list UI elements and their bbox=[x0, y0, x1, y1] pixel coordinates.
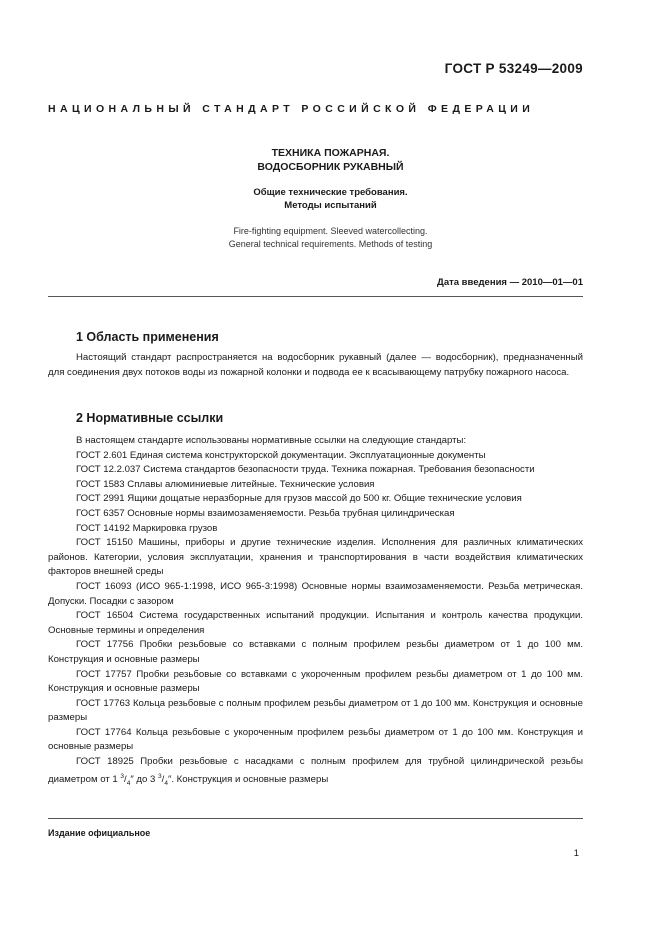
subtitle-line-2: Методы испытаний bbox=[284, 200, 377, 211]
fraction-numerator: 3 bbox=[120, 772, 125, 780]
reference-item: ГОСТ 14192 Маркировка грузов bbox=[76, 522, 218, 534]
reference-text: ″ до 3 bbox=[130, 773, 159, 785]
introduction-date: Дата введения — 2010—01—01 bbox=[437, 277, 583, 288]
reference-item: ГОСТ 2991 Ящики дощатые неразборные для грузов массой до 500 кг. Общие технические условия bbox=[76, 493, 522, 505]
document-subtitle bbox=[48, 186, 613, 212]
section-1-body bbox=[48, 351, 583, 380]
reference-item-last: ГОСТ 18925 Пробки резьбовые с насадками с полным профилем для трубной цилиндрической резьбы диаметром от 1 $^3/_4''$ до 3 $^3/_4''$. Конструкция и основные размеры bbox=[48, 756, 583, 787]
section-1-heading: 1 Область применения bbox=[76, 330, 219, 344]
fraction-denominator: 4 bbox=[164, 779, 168, 787]
reference-item: В настоящем стандарте использованы нормативные ссылки на следующие стандарты: bbox=[76, 435, 467, 446]
english-title-line-2: General technical requirements. Methods of testing bbox=[228, 238, 433, 249]
reference-item: ГОСТ 2.601 Единая система конструкторской документации. Эксплуатационные документы bbox=[76, 449, 486, 461]
title-line-1: ТЕХНИКА ПОЖАРНАЯ. bbox=[271, 147, 390, 159]
title-line-2: ВОДОСБОРНИК РУКАВНЫЙ bbox=[257, 161, 404, 173]
fraction-denominator: 4 bbox=[126, 779, 131, 787]
reference-item: ГОСТ 16504 Система государственных испытаний продукции. Испытания и контроль качества продукции. Основные термины и определения bbox=[48, 610, 583, 636]
reference-item: ГОСТ 12.2.037 Система стандартов безопасности труда. Техника пожарная. Требования безопасности bbox=[76, 464, 535, 476]
official-edition-label: Издание официальное bbox=[48, 828, 151, 838]
reference-item: ГОСТ 1583 Сплавы алюминиевые литейные. Технические условия bbox=[76, 478, 375, 490]
reference-text: ГОСТ 18925 Пробки резьбовые с насадками с полным профилем для трубной цилиндрической резьбы диаметром от 1 bbox=[48, 756, 583, 785]
document-number: ГОСТ Р 53249—2009 bbox=[444, 61, 583, 76]
reference-item: ГОСТ 6357 Основные нормы взаимозаменяемости. Резьба трубная цилиндрическая bbox=[76, 507, 455, 519]
reference-item: ГОСТ 17764 Кольца резьбовые с укороченным профилем резьбы диаметром от 1 до 100 мм. Конструкция и основные размеры bbox=[48, 726, 583, 753]
footer-divider bbox=[48, 818, 583, 819]
document-title bbox=[48, 146, 613, 174]
english-title bbox=[48, 225, 613, 250]
english-title-line-1: Fire-fighting equipment. Sleeved watercollecting. bbox=[233, 226, 428, 236]
reference-item: ГОСТ 17757 Пробки резьбовые со вставками с укороченным профилем резьбы диаметром от 1 до 100 мм. Конструкция и основные размеры bbox=[48, 668, 583, 695]
section-1-paragraph: Настоящий стандарт распространяется на водосборник рукавный (далее — водосборник), предназначенный для соединения двух потоков воды из пожарной колонки и подвода ее к всасывающему патрубку пожарного насоса. bbox=[48, 352, 583, 378]
divider bbox=[48, 296, 583, 297]
national-standard-banner: НАЦИОНАЛЬНЫЙ СТАНДАРТ РОССИЙСКОЙ ФЕДЕРАЦИИ bbox=[48, 103, 535, 115]
reference-item: ГОСТ 15150 Машины, приборы и другие технические изделия. Исполнения для различных климатических районов. Категории, условия эксплуатации, хранения и транспортирования в части воздействия климатических факторов внешней среды bbox=[48, 537, 583, 578]
reference-item: ГОСТ 17763 Кольца резьбовые с полным профилем резьбы диаметром от 1 до 100 мм. Конструкция и основные размеры bbox=[48, 697, 583, 724]
reference-item: ГОСТ 17756 Пробки резьбовые со вставками с полным профилем резьбы диаметром от 1 до 100 мм. Конструкция и основные размеры bbox=[48, 639, 583, 665]
section-2-heading: 2 Нормативные ссылки bbox=[76, 411, 224, 425]
fraction-numerator: 3 bbox=[158, 772, 162, 780]
reference-text: ″. Конструкция и основные размеры bbox=[167, 773, 329, 785]
subtitle-line-1: Общие технические требования. bbox=[253, 187, 408, 198]
page-number: 1 bbox=[573, 848, 579, 859]
reference-item: ГОСТ 16093 (ИСО 965-1:1998, ИСО 965-3:1998) Основные нормы взаимозаменяемости. Резьба метрическая. Допуски. Посадки с зазором bbox=[48, 580, 583, 607]
normative-references-list bbox=[48, 434, 583, 791]
